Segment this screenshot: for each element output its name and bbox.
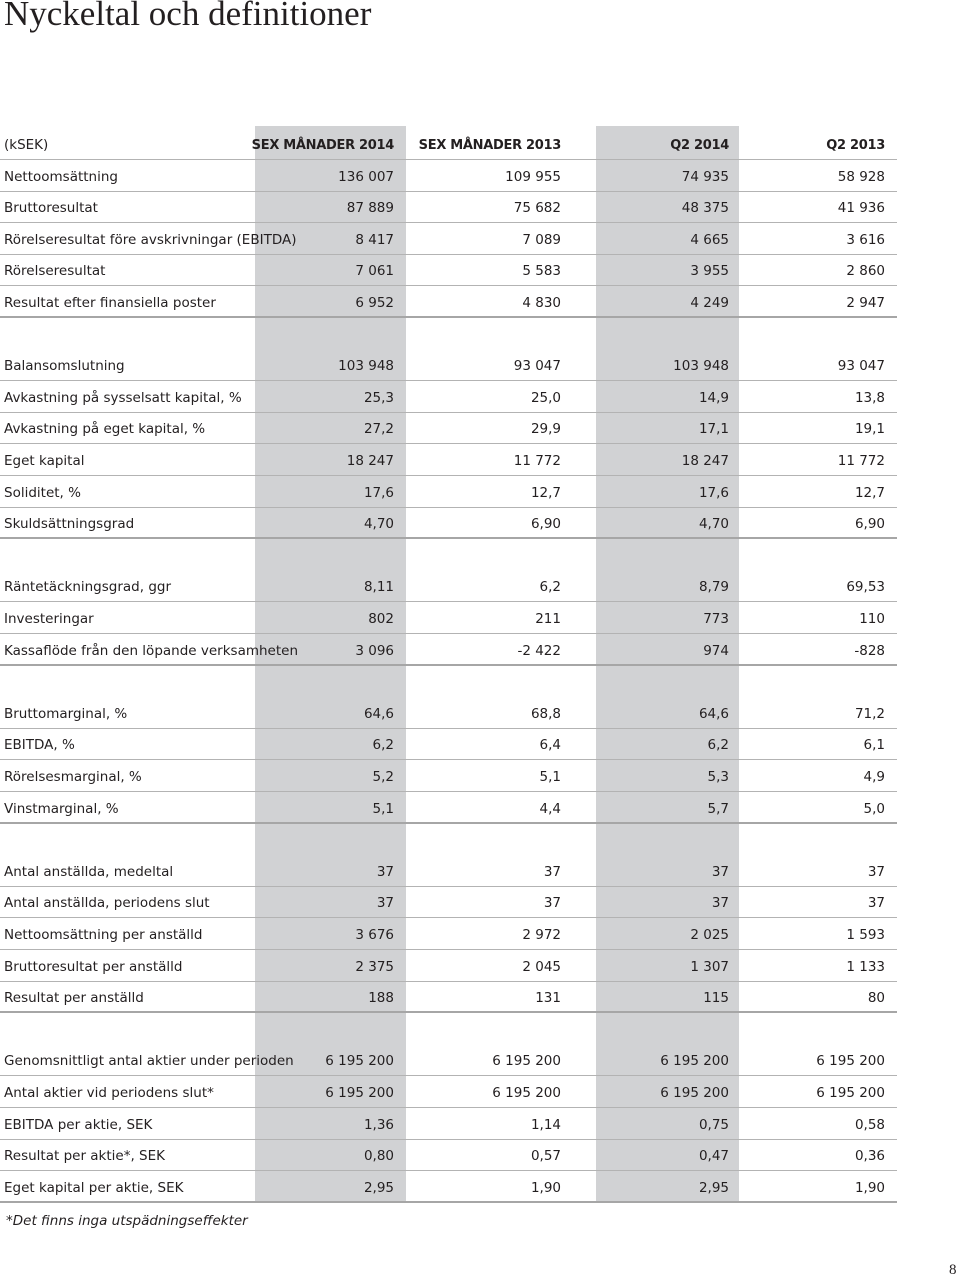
table-row (0, 1140, 897, 1171)
table-row (0, 1109, 897, 1140)
row-value: 37 (543, 863, 561, 880)
row-value: 5,7 (707, 800, 729, 817)
row-value: 18 247 (346, 453, 394, 469)
row-value: 8,79 (698, 579, 729, 596)
row-value: 37 (867, 863, 885, 880)
row-value: 1,90 (854, 1179, 885, 1196)
row-value: 4 249 (690, 295, 729, 311)
row-label: Resultat efter finansiella poster (4, 295, 216, 311)
row-value: 71,2 (854, 705, 885, 722)
row-value: 103 948 (338, 358, 394, 375)
row-value: 69,53 (846, 579, 885, 596)
row-value: 4 830 (522, 295, 561, 311)
table-row (0, 445, 897, 476)
row-label: Bruttoresultat (4, 200, 98, 217)
row-value: -828 (854, 642, 885, 659)
row-divider (0, 1011, 897, 1013)
table-row (0, 382, 897, 413)
row-label: Balansomslutning (4, 358, 125, 375)
row-value: 17,1 (698, 421, 729, 438)
row-value: 115 (703, 990, 729, 1007)
table-row (0, 1172, 897, 1203)
table-row (0, 887, 897, 918)
table-row (0, 856, 897, 887)
table-row (0, 635, 897, 666)
table-row (0, 287, 897, 318)
row-value: 1 593 (846, 927, 885, 943)
row-value: 68,8 (530, 705, 561, 722)
row-value: 110 (859, 611, 885, 627)
row-divider (0, 664, 897, 666)
row-value: 7 089 (522, 231, 561, 248)
table-row (0, 255, 897, 286)
row-value: 12,7 (854, 484, 885, 501)
row-value: -2 422 (517, 642, 561, 659)
row-value: 6 195 200 (816, 1053, 885, 1070)
row-value: 37 (867, 895, 885, 912)
row-value: 5,1 (539, 769, 561, 785)
row-label: Bruttoresultat per anställd (4, 958, 183, 975)
row-value: 2 860 (846, 263, 885, 280)
row-value: 6 195 200 (325, 1085, 394, 1101)
row-value: 773 (703, 611, 729, 627)
row-value: 13,8 (854, 389, 885, 406)
table-row (0, 919, 897, 950)
row-value: 4,4 (539, 800, 561, 817)
table-row (0, 729, 897, 760)
row-value: 6,2 (707, 737, 729, 754)
row-value: 74 935 (681, 168, 729, 185)
row-value: 8,11 (363, 579, 394, 596)
table-row (0, 793, 897, 824)
row-value: 12,7 (530, 484, 561, 501)
row-value: 11 772 (837, 453, 885, 469)
row-label: Rörelsesmarginal, % (4, 769, 142, 785)
row-value: 103 948 (673, 358, 729, 375)
row-value: 4,70 (698, 516, 729, 533)
row-label: Rörelseresultat före avskrivningar (EBITDA) (4, 231, 297, 248)
row-value: 136 007 (338, 168, 394, 185)
row-value: 2,95 (698, 1179, 729, 1196)
row-divider (0, 316, 897, 318)
row-value: 6,4 (539, 737, 561, 754)
column-header: Q2 2014 (670, 138, 729, 153)
row-value: 6 195 200 (492, 1085, 561, 1101)
row-label: Nettoomsättning (4, 168, 118, 185)
row-value: 974 (703, 642, 729, 659)
row-value: 41 936 (837, 200, 885, 217)
row-value: 6 195 200 (325, 1053, 394, 1070)
table-row (0, 603, 897, 634)
row-value: 211 (535, 611, 561, 627)
row-label: Bruttomarginal, % (4, 705, 128, 722)
row-label: Antal anställda, medeltal (4, 863, 174, 880)
row-value: 2 025 (690, 927, 729, 943)
table-row (0, 413, 897, 444)
row-value: 5,3 (707, 769, 729, 785)
row-value: 17,6 (698, 484, 729, 501)
table-row (0, 477, 897, 508)
row-value: 27,2 (363, 421, 394, 438)
row-value: 0,57 (530, 1148, 561, 1165)
row-value: 0,58 (854, 1116, 885, 1133)
row-value: 3 676 (355, 927, 394, 943)
row-value: 188 (368, 990, 394, 1007)
table-row (0, 1045, 897, 1076)
row-label: EBITDA per aktie, SEK (4, 1116, 153, 1133)
row-label: Avkastning på sysselsatt kapital, % (4, 389, 242, 406)
row-value: 58 928 (837, 168, 885, 185)
row-value: 6,90 (530, 516, 561, 533)
page-number: 8 (949, 1262, 957, 1278)
row-value: 6 952 (355, 295, 394, 311)
row-value: 87 889 (346, 200, 394, 217)
row-value: 25,0 (530, 389, 561, 406)
row-value: 6,2 (372, 737, 394, 754)
row-value: 1,90 (530, 1179, 561, 1196)
table-row (0, 982, 897, 1013)
table-row (0, 192, 897, 223)
row-value: 1 133 (846, 958, 885, 975)
row-value: 64,6 (363, 705, 394, 722)
row-value: 29,9 (530, 421, 561, 438)
row-label: Rörelseresultat (4, 263, 106, 280)
row-divider (0, 1201, 897, 1203)
row-value: 2 045 (522, 958, 561, 975)
row-value: 6 195 200 (660, 1053, 729, 1070)
row-label: Kassaflöde från den löpande verksamheten (4, 642, 299, 659)
table-row (0, 224, 897, 255)
row-value: 93 047 (837, 358, 885, 375)
column-header: SEX MÅNADER 2014 (251, 138, 394, 153)
row-value: 4 665 (690, 231, 729, 248)
table-row (0, 350, 897, 381)
row-value: 2,95 (363, 1179, 394, 1196)
row-value: 0,36 (854, 1148, 885, 1165)
table-header-row (0, 129, 897, 160)
row-value: 5,2 (372, 769, 394, 785)
row-value: 64,6 (698, 705, 729, 722)
row-value: 2 375 (355, 958, 394, 975)
row-value: 1,36 (363, 1116, 394, 1133)
table-row (0, 508, 897, 539)
row-value: 6,90 (854, 516, 885, 533)
unit-label: (kSEK) (4, 137, 49, 153)
row-label: Eget kapital (4, 453, 85, 469)
row-label: Resultat per anställd (4, 990, 144, 1007)
row-divider (0, 537, 897, 539)
row-value: 48 375 (681, 200, 729, 217)
row-value: 11 772 (513, 453, 561, 469)
row-value: 0,75 (698, 1116, 729, 1133)
row-value: 2 947 (846, 295, 885, 311)
row-value: 0,80 (363, 1148, 394, 1165)
row-value: 2 972 (522, 927, 561, 943)
row-value: 80 (867, 990, 885, 1007)
row-value: 6 195 200 (492, 1053, 561, 1070)
row-value: 5,0 (863, 800, 885, 817)
table-row (0, 951, 897, 982)
row-value: 5 583 (522, 263, 561, 280)
row-label: Antal anställda, periodens slut (4, 895, 210, 912)
row-value: 1,14 (530, 1116, 561, 1133)
row-value: 17,6 (363, 484, 394, 501)
row-value: 131 (535, 990, 561, 1007)
row-value: 37 (376, 863, 394, 880)
row-value: 75 682 (513, 200, 561, 217)
table-row (0, 571, 897, 602)
row-value: 7 061 (355, 263, 394, 280)
row-value: 6,2 (539, 579, 561, 596)
row-value: 93 047 (513, 358, 561, 375)
column-header: Q2 2013 (826, 138, 885, 153)
row-label: Genomsnittligt antal aktier under perioden (4, 1053, 294, 1070)
row-value: 25,3 (363, 389, 394, 406)
row-value: 109 955 (505, 168, 561, 185)
table-row (0, 761, 897, 792)
row-label: Antal aktier vid periodens slut* (4, 1085, 214, 1101)
table-row (0, 1077, 897, 1108)
row-label: EBITDA, % (4, 737, 75, 754)
footnote: *Det finns inga utspädningseffekter (6, 1213, 248, 1229)
row-divider (0, 822, 897, 824)
row-value: 5,1 (372, 800, 394, 817)
row-label: Vinstmarginal, % (4, 800, 119, 817)
row-value: 802 (368, 611, 394, 627)
row-label: Skuldsättningsgrad (4, 516, 135, 533)
row-value: 37 (711, 863, 729, 880)
row-label: Soliditet, % (4, 484, 81, 501)
row-value: 6 195 200 (816, 1085, 885, 1101)
row-label: Avkastning på eget kapital, % (4, 421, 206, 438)
row-value: 14,9 (698, 389, 729, 406)
row-value: 8 417 (355, 231, 394, 248)
row-label: Räntetäckningsgrad, ggr (4, 579, 172, 596)
page-title: Nyckeltal och definitioner (4, 0, 372, 33)
row-value: 37 (543, 895, 561, 912)
row-label: Resultat per aktie*, SEK (4, 1148, 166, 1165)
row-value: 18 247 (681, 453, 729, 469)
row-value: 0,47 (698, 1148, 729, 1165)
row-label: Investeringar (4, 611, 94, 627)
row-value: 3 096 (355, 642, 394, 659)
column-header: SEX MÅNADER 2013 (418, 138, 561, 153)
row-value: 1 307 (690, 958, 729, 975)
row-value: 37 (711, 895, 729, 912)
row-value: 3 955 (690, 263, 729, 280)
table-row (0, 161, 897, 192)
row-label: Eget kapital per aktie, SEK (4, 1179, 184, 1196)
row-value: 37 (376, 895, 394, 912)
row-value: 4,70 (363, 516, 394, 533)
row-value: 6 195 200 (660, 1085, 729, 1101)
row-value: 4,9 (863, 769, 885, 785)
row-label: Nettoomsättning per anställd (4, 927, 203, 943)
row-value: 19,1 (854, 421, 885, 438)
row-value: 6,1 (863, 737, 885, 754)
row-value: 3 616 (846, 231, 885, 248)
table-row (0, 698, 897, 729)
